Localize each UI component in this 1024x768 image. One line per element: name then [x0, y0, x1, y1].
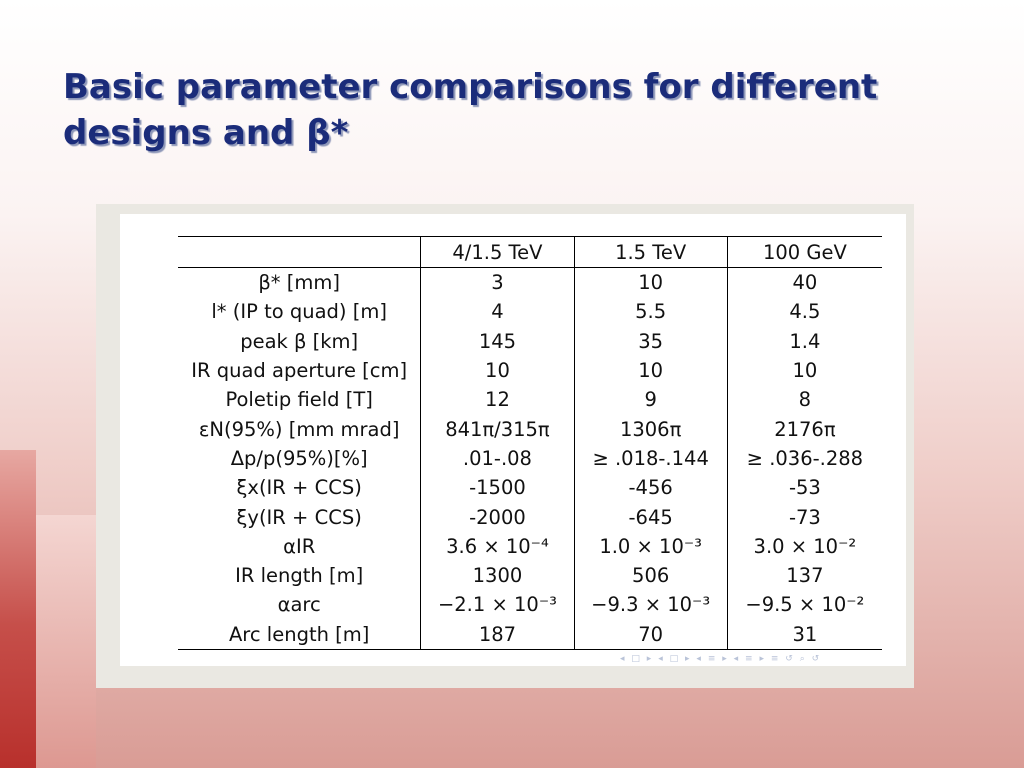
next-subsection-icon[interactable]: ▸ — [722, 654, 727, 664]
prev-slide-icon[interactable]: ◂ — [620, 654, 625, 664]
row-label: l* (IP to quad) [m] — [178, 297, 421, 326]
document-icon[interactable]: ≡ — [770, 654, 779, 664]
row-label: peak β [km] — [178, 327, 421, 356]
back-icon[interactable]: ↺ — [785, 654, 793, 664]
prev-section-icon[interactable]: ◂ — [733, 654, 739, 664]
table-cell: 8 — [798, 388, 812, 412]
table-row — [178, 385, 882, 414]
table-row — [178, 356, 882, 385]
next-section-icon[interactable]: ▸ — [759, 654, 764, 664]
table-cell: 1306π — [574, 414, 727, 443]
table-row — [178, 327, 882, 356]
slide-title: Basic parameter comparisons for different designs and β* — [63, 67, 878, 153]
table-cell: 3 — [421, 268, 574, 298]
table-cell: 9 — [574, 385, 727, 414]
table-cell: 40 — [792, 271, 818, 295]
header-cell-4-1.5-tev: 4/1.5 TeV — [421, 237, 574, 268]
table-cell: 4 — [421, 297, 574, 326]
subsection-icon[interactable]: ≡ — [707, 654, 716, 664]
table-cell: .01-.08 — [421, 444, 574, 473]
row-label: ξy(IR + CCS) — [178, 502, 421, 531]
forward-icon[interactable]: ↺ — [811, 654, 820, 664]
table-row — [178, 297, 882, 326]
table-cell: 1.0 × 10⁻³ — [574, 532, 727, 561]
table-row — [178, 561, 882, 590]
table-header-row — [178, 237, 882, 268]
row-label: IR length [m] — [178, 561, 421, 590]
table-cell: −9.3 × 10⁻³ — [574, 590, 727, 619]
parameter-table-image — [120, 214, 906, 666]
table-cell: 12 — [421, 385, 574, 414]
table-row — [178, 414, 882, 443]
table-cell: -645 — [574, 502, 727, 531]
table-cell: -456 — [574, 473, 727, 502]
parameter-table — [178, 236, 882, 650]
table-row — [178, 444, 882, 473]
header-cell-parameter — [178, 237, 421, 268]
table-cell: −9.5 × 10⁻² — [745, 593, 865, 617]
row-label: αIR — [178, 532, 421, 561]
table-cell: ≥ .036-.288 — [746, 446, 864, 470]
table-row — [178, 532, 882, 561]
table-cell: ≥ .018-.144 — [574, 444, 727, 473]
table-cell: 10 — [421, 356, 574, 385]
header-cell-100-gev: 100 GeV — [727, 237, 882, 268]
next-frame-icon[interactable]: ▸ — [685, 654, 690, 664]
row-label: Δp/p(95%)[%] — [178, 444, 421, 473]
header-cell-1.5-tev: 1.5 TeV — [574, 237, 727, 268]
table-cell: 3.0 × 10⁻² — [753, 534, 857, 558]
next-slide-icon[interactable]: ▸ — [646, 654, 652, 664]
row-label: Poletip field [T] — [178, 385, 421, 414]
table-cell: 145 — [421, 327, 574, 356]
table-cell: -53 — [788, 476, 821, 500]
row-label: Arc length [m] — [178, 620, 421, 650]
table-cell: 1300 — [421, 561, 574, 590]
table-row — [178, 268, 882, 298]
section-icon[interactable]: ≡ — [745, 654, 753, 664]
table-cell: 2176π — [774, 417, 836, 441]
row-label: αarc — [178, 590, 421, 619]
row-label: β* [mm] — [178, 268, 421, 298]
table-cell: 10 — [574, 356, 727, 385]
table-row — [178, 590, 882, 619]
table-cell: 31 — [727, 620, 882, 650]
beamer-navigation — [620, 654, 900, 666]
table-cell: 506 — [574, 561, 727, 590]
table-row — [178, 473, 882, 502]
prev-subsection-icon[interactable]: ◂ — [696, 654, 701, 664]
table-cell: 841π/315π — [421, 414, 574, 443]
slide-frame-icon[interactable]: □ — [631, 654, 640, 664]
table-cell: 5.5 — [574, 297, 727, 326]
table-cell: -2000 — [421, 502, 574, 531]
decorative-left-band — [36, 515, 96, 768]
table-cell: 70 — [574, 620, 727, 650]
table-row — [178, 620, 882, 650]
table-cell: 187 — [421, 620, 574, 650]
table-cell: -1500 — [421, 473, 574, 502]
table-row — [178, 502, 882, 531]
search-icon[interactable]: ⌕ — [799, 654, 805, 664]
table-cell: −2.1 × 10⁻³ — [421, 590, 574, 619]
decorative-left-bar — [0, 450, 36, 768]
table-cell: 35 — [574, 327, 727, 356]
row-label: IR quad aperture [cm] — [178, 356, 421, 385]
table-cell: 10 — [792, 359, 818, 383]
table-cell: 137 — [786, 564, 824, 588]
table-cell: 10 — [574, 268, 727, 298]
row-label: ξx(IR + CCS) — [178, 473, 421, 502]
table-cell: 3.6 × 10⁻⁴ — [421, 532, 574, 561]
table-cell: 1.4 — [789, 329, 821, 353]
table-cell: 4.5 — [789, 300, 821, 324]
table-cell: -73 — [788, 505, 821, 529]
prev-frame-icon[interactable]: ◂ — [658, 654, 663, 664]
frame-icon[interactable]: □ — [669, 654, 679, 664]
row-label: εN(95%) [mm mrad] — [178, 414, 421, 443]
